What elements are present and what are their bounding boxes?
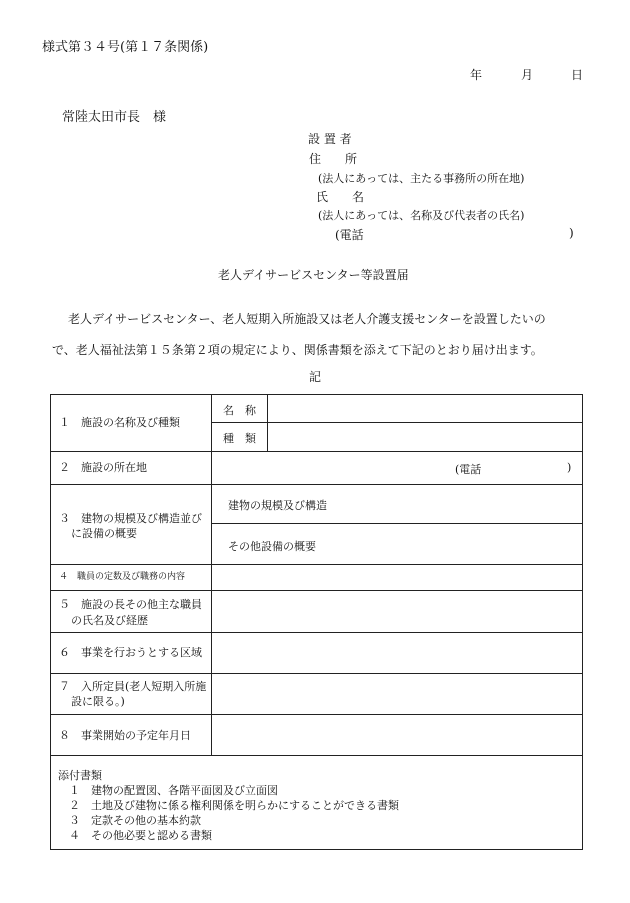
name-note: (法人にあっては、名称及び代表者の氏名) bbox=[318, 209, 525, 222]
other-equipment-label: その他設備の概要 bbox=[228, 540, 316, 553]
location-phone-open: (電話 bbox=[455, 463, 482, 476]
attachment-item: ３ 定款その他の基本約款 bbox=[69, 814, 201, 827]
row-divider bbox=[51, 673, 582, 674]
building-overview-label-line-2: に設備の概要 bbox=[71, 527, 137, 540]
addressee: 常陸太田市長 様 bbox=[62, 110, 167, 125]
form-table bbox=[50, 394, 583, 850]
subcolumn-divider bbox=[267, 395, 268, 451]
phone-close: ) bbox=[569, 226, 574, 240]
body-line-2: で、老人福祉法第１５条第２項の規定により、関係書類を添えて下記のとおり届け出ます。 bbox=[52, 343, 543, 357]
date-day: 日 bbox=[571, 68, 584, 82]
attachments-heading: 添付書類 bbox=[58, 769, 102, 782]
location-phone-close: ) bbox=[567, 461, 572, 474]
address-note: (法人にあっては、主たる事務所の所在地) bbox=[318, 172, 525, 185]
attachment-item: ４ その他必要と認める書類 bbox=[69, 829, 212, 842]
date-month: 月 bbox=[521, 68, 534, 82]
row-divider bbox=[211, 523, 582, 524]
director-staff-label-line-2: の氏名及び経歴 bbox=[71, 614, 148, 627]
service-area-label: ６ 事業を行おうとする区域 bbox=[59, 646, 202, 659]
capacity-label-line-2: 設に限る。) bbox=[71, 695, 125, 708]
ki-mark: 記 bbox=[309, 370, 322, 384]
capacity-label-line-1: ７ 入所定員(老人短期入所施 bbox=[59, 680, 207, 693]
date-year: 年 bbox=[470, 68, 483, 82]
building-structure-label: 建物の規模及び構造 bbox=[228, 499, 327, 512]
setter-label: 設 置 者 bbox=[308, 132, 352, 146]
row-divider bbox=[51, 564, 582, 565]
row-divider bbox=[51, 451, 582, 452]
row-divider bbox=[211, 422, 582, 423]
name-label: 氏 名 bbox=[316, 190, 365, 204]
row-divider bbox=[51, 484, 582, 485]
address-label: 住 所 bbox=[309, 152, 358, 166]
row-divider bbox=[51, 632, 582, 633]
body-line-1: 老人デイサービスセンター、老人短期入所施設又は老人介護支援センターを設置したいの bbox=[68, 312, 546, 326]
staff-duties-label: ４ 職員の定数及び職務の内容 bbox=[59, 572, 186, 582]
row-divider bbox=[51, 714, 582, 715]
form-number: 様式第３４号(第１７条関係) bbox=[42, 40, 209, 55]
attachment-item: １ 建物の配置図、各階平面図及び立面図 bbox=[69, 784, 278, 797]
attachment-item: ２ 土地及び建物に係る権利関係を明らかにすることができる書類 bbox=[69, 799, 399, 812]
row-divider bbox=[51, 755, 582, 756]
director-staff-label-line-1: ５ 施設の長その他主な職員 bbox=[59, 598, 202, 611]
phone-open: (電話 bbox=[335, 228, 364, 242]
building-overview-label-line-1: ３ 建物の規模及び構造並び bbox=[59, 512, 202, 525]
start-date-label: ８ 事業開始の予定年月日 bbox=[59, 729, 191, 742]
document-title: 老人デイサービスセンター等設置届 bbox=[218, 268, 409, 282]
column-divider bbox=[211, 395, 212, 755]
facility-name-label: 名 称 bbox=[223, 404, 256, 417]
facility-name-type-label: １ 施設の名称及び種類 bbox=[59, 416, 180, 429]
facility-location-label: ２ 施設の所在地 bbox=[59, 461, 147, 474]
row-divider bbox=[51, 590, 582, 591]
facility-type-label: 種 類 bbox=[223, 432, 256, 445]
